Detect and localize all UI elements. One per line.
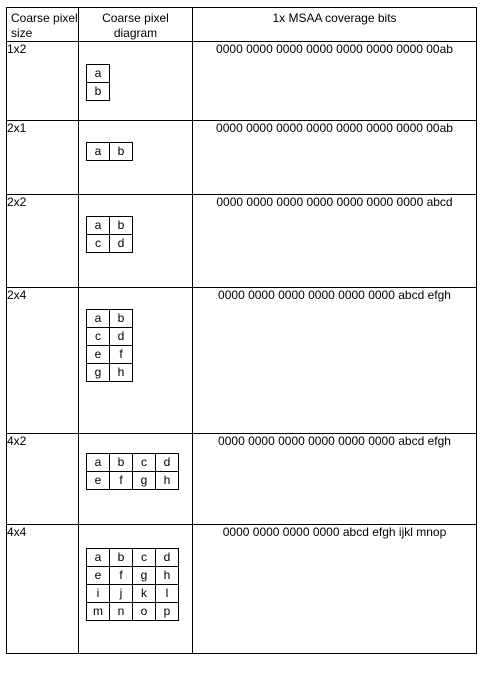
pixel-grid-cell: f — [110, 346, 133, 364]
pixel-grid-cell: d — [156, 454, 179, 472]
pixel-grid — [86, 548, 179, 621]
coarse-pixel-size-cell: 2x1 — [7, 121, 79, 195]
header-row — [7, 8, 477, 42]
pixel-grid-cell: o — [133, 603, 156, 621]
pixel-grid — [86, 309, 133, 382]
pixel-grid-row — [87, 143, 133, 161]
coarse-pixel-size-cell: 4x4 — [7, 525, 79, 654]
pixel-grid — [86, 142, 133, 161]
pixel-grid-cell: h — [156, 567, 179, 585]
pixel-grid-cell: d — [110, 235, 133, 253]
pixel-grid-cell: b — [110, 549, 133, 567]
pixel-grid-row — [87, 310, 133, 328]
pixel-grid-row — [87, 235, 133, 253]
coarse-pixel-diagram-cell — [79, 288, 193, 434]
table-row — [7, 525, 477, 654]
table-row — [7, 434, 477, 525]
pixel-grid-row — [87, 472, 179, 490]
coverage-bits-cell: 0000 0000 0000 0000 0000 0000 abcd efgh — [193, 434, 477, 525]
pixel-grid-row — [87, 454, 179, 472]
table-row — [7, 195, 477, 288]
pixel-grid-cell: i — [87, 585, 110, 603]
coverage-bits-cell: 0000 0000 0000 0000 0000 0000 0000 00ab — [193, 42, 477, 121]
pixel-grid-cell: b — [110, 143, 133, 161]
pixel-grid-cell: f — [110, 472, 133, 490]
pixel-grid-cell: m — [87, 603, 110, 621]
coverage-bits-cell: 0000 0000 0000 0000 abcd efgh ijkl mnop — [193, 525, 477, 654]
pixel-grid-row — [87, 83, 110, 101]
coarse-pixel-diagram-cell — [79, 195, 193, 288]
pixel-grid-cell: a — [87, 310, 110, 328]
pixel-grid-cell: b — [87, 83, 110, 101]
pixel-grid-row — [87, 217, 133, 235]
pixel-grid-row — [87, 603, 179, 621]
pixel-grid-cell: c — [133, 549, 156, 567]
pixel-grid-row — [87, 65, 110, 83]
table-row — [7, 121, 477, 195]
pixel-grid-cell: n — [110, 603, 133, 621]
pixel-grid-cell: e — [87, 567, 110, 585]
coarse-pixel-size-cell: 2x2 — [7, 195, 79, 288]
pixel-grid-cell: c — [87, 328, 110, 346]
coverage-bits-cell: 0000 0000 0000 0000 0000 0000 abcd efgh — [193, 288, 477, 434]
pixel-grid — [86, 64, 110, 101]
pixel-grid-cell: l — [156, 585, 179, 603]
header-msaa-coverage-bits: 1x MSAA coverage bits — [193, 8, 477, 42]
pixel-grid-cell: d — [110, 328, 133, 346]
header-coarse-pixel-size: Coarse pixel size — [7, 8, 79, 42]
pixel-grid-cell: b — [110, 217, 133, 235]
pixel-grid-cell: c — [133, 454, 156, 472]
coarse-pixel-diagram-cell — [79, 525, 193, 654]
pixel-grid-cell: k — [133, 585, 156, 603]
coarse-pixel-size-cell: 4x2 — [7, 434, 79, 525]
pixel-grid-cell: c — [87, 235, 110, 253]
pixel-grid-cell: a — [87, 454, 110, 472]
pixel-grid-cell: a — [87, 143, 110, 161]
pixel-grid-cell: a — [87, 549, 110, 567]
pixel-grid — [86, 453, 179, 490]
pixel-grid-cell: f — [110, 567, 133, 585]
pixel-grid-cell: j — [110, 585, 133, 603]
header-coarse-pixel-diagram: Coarse pixel diagram — [79, 8, 193, 42]
coarse-pixel-size-cell: 1x2 — [7, 42, 79, 121]
pixel-grid-cell: p — [156, 603, 179, 621]
pixel-grid-row — [87, 567, 179, 585]
pixel-grid-cell: e — [87, 346, 110, 364]
pixel-grid-row — [87, 549, 179, 567]
pixel-grid-cell: a — [87, 217, 110, 235]
coarse-pixel-size-cell: 2x4 — [7, 288, 79, 434]
pixel-grid-cell: e — [87, 472, 110, 490]
coarse-pixel-diagram-cell — [79, 42, 193, 121]
table-row — [7, 42, 477, 121]
pixel-grid-cell: b — [110, 454, 133, 472]
pixel-grid-row — [87, 346, 133, 364]
coverage-bits-cell: 0000 0000 0000 0000 0000 0000 0000 abcd — [193, 195, 477, 288]
coverage-bits-cell: 0000 0000 0000 0000 0000 0000 0000 00ab — [193, 121, 477, 195]
coarse-pixel-diagram-cell — [79, 434, 193, 525]
pixel-grid-row — [87, 585, 179, 603]
pixel-grid-cell: d — [156, 549, 179, 567]
pixel-grid-cell: g — [133, 567, 156, 585]
pixel-grid-cell: b — [110, 310, 133, 328]
pixel-grid-cell: h — [156, 472, 179, 490]
pixel-grid-row — [87, 328, 133, 346]
pixel-grid-cell: h — [110, 364, 133, 382]
table-row — [7, 288, 477, 434]
pixel-grid-cell: g — [133, 472, 156, 490]
coarse-pixel-diagram-cell — [79, 121, 193, 195]
coverage-table — [6, 7, 477, 654]
pixel-grid-cell: g — [87, 364, 110, 382]
pixel-grid-cell: a — [87, 65, 110, 83]
pixel-grid — [86, 216, 133, 253]
pixel-grid-row — [87, 364, 133, 382]
